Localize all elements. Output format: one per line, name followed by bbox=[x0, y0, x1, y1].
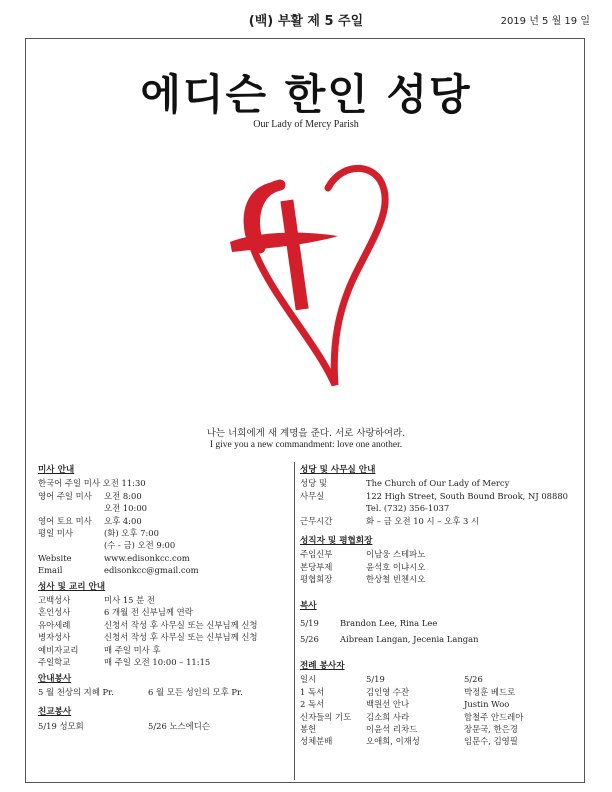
liturgical-day: (백) 부활 제 5 주일 bbox=[248, 14, 364, 29]
mass-row: (수 - 금) 오전 9:00 bbox=[104, 540, 176, 551]
office-section-title: 성당 및 사무실 안내 bbox=[300, 465, 376, 475]
mass-row: 한국어 주일 미사 오전 11:30 bbox=[38, 478, 146, 489]
clergy-section-title: 성직자 및 평협회장 bbox=[300, 536, 373, 547]
clergy-row: 주임신부 이남웅 스테파노 bbox=[300, 549, 426, 560]
quote-korean: 나는 너희에게 새 계명을 준다. 서로 사랑하여라. bbox=[206, 428, 406, 439]
altar-server-section-title: 복사 bbox=[300, 600, 317, 611]
altar-server-row: 5/19 Brandon Lee, Rina Lee bbox=[300, 618, 438, 629]
minister-row: 봉헌 이윤석 리차드 장문국, 한은경 bbox=[300, 723, 518, 734]
fellowship-section-title: 친교봉사 bbox=[38, 707, 72, 718]
altar-server-row: 5/26 Aibrean Langan, Jecenia Langan bbox=[300, 634, 479, 645]
liturgy-ministers-section-title: 전례 봉사자 bbox=[300, 660, 345, 671]
column-divider bbox=[294, 462, 295, 780]
clergy-row: 평협회장 한상철 빈첸시오 bbox=[300, 574, 426, 585]
office-row: 근무시간 화 – 금 오전 10 시 – 오후 3 시 bbox=[300, 515, 480, 526]
office-row: 성당 및 The Church of Our Lady of Mercy bbox=[300, 478, 510, 489]
quote-english: I give you a new commandment: love one another. bbox=[209, 440, 403, 450]
minister-row: 신자들의 기도 김소희 사라 함철주 안드레아 bbox=[300, 711, 524, 722]
clergy-row: 본당부제 윤석호 이냐시오 bbox=[300, 561, 426, 572]
fellowship-row: 5/19 성모회 5/26 노스에디슨 bbox=[38, 720, 210, 731]
mass-row: 오전 10:00 bbox=[104, 503, 147, 514]
left-column bbox=[38, 464, 288, 732]
office-row: Tel. (732) 356-1037 bbox=[366, 503, 450, 514]
minister-row: 성체분배 오애희, 이재성 임문수, 김영필 bbox=[300, 736, 518, 747]
sacrament-row: 예비자교리 매 주일 미사 후 bbox=[38, 644, 161, 655]
sacrament-row: 혼인성사 6 개월 전 신부님께 연락 bbox=[38, 607, 193, 618]
mass-row: 영어 주일 미사 오전 8:00 bbox=[38, 490, 142, 501]
sacrament-row: 고백성사 미사 15 분 전 bbox=[38, 595, 156, 606]
website-row: Website www.edisonkcc.com bbox=[38, 552, 190, 563]
email-row: Email edisonkcc@gmail.com bbox=[38, 565, 199, 576]
mass-section-title: 미사 안내 bbox=[38, 465, 75, 475]
sacrament-row: 유아세례 신청서 작성 후 사무실 또는 신부님께 신청 bbox=[38, 619, 258, 630]
minister-row: 2 독서 백원선 안나 Justin Woo bbox=[300, 699, 510, 710]
parish-title: 에디슨 한인 성당 bbox=[140, 70, 472, 119]
minister-row: 1 독서 김인영 수잔 박정훈 베드로 bbox=[300, 686, 516, 697]
sacrament-row: 병자성사 신청서 작성 후 사무실 또는 신부님께 신청 bbox=[38, 632, 258, 643]
website-link[interactable]: www.edisonkcc.com bbox=[104, 552, 190, 563]
minister-row: 일시 5/19 5/26 bbox=[300, 674, 483, 685]
guide-row: 5 월 천상의 지혜 Pr. 6 월 모든 성인의 모후 Pr. bbox=[38, 686, 243, 697]
office-row: 사무실 122 High Street, South Bound Brook, NJ 08880 bbox=[300, 490, 568, 501]
mass-row: 영어 토요 미사 오후 4:00 bbox=[38, 515, 142, 526]
bulletin-date: 2019 년 5 월 19 일 bbox=[500, 16, 590, 27]
heart-cross-logo bbox=[220, 160, 400, 390]
sacrament-row: 주일학교 매 주일 오전 10:00 – 11:15 bbox=[38, 657, 211, 668]
right-column bbox=[300, 464, 580, 748]
email-link[interactable]: edisonkcc@gmail.com bbox=[104, 565, 199, 576]
mass-row: 평일 미사 (화) 오후 7:00 bbox=[38, 528, 159, 539]
sacraments-section-title: 성사 및 교리 안내 bbox=[38, 581, 106, 592]
guide-section-title: 안내봉사 bbox=[38, 673, 72, 684]
parish-subtitle: Our Lady of Mercy Parish bbox=[253, 119, 359, 130]
